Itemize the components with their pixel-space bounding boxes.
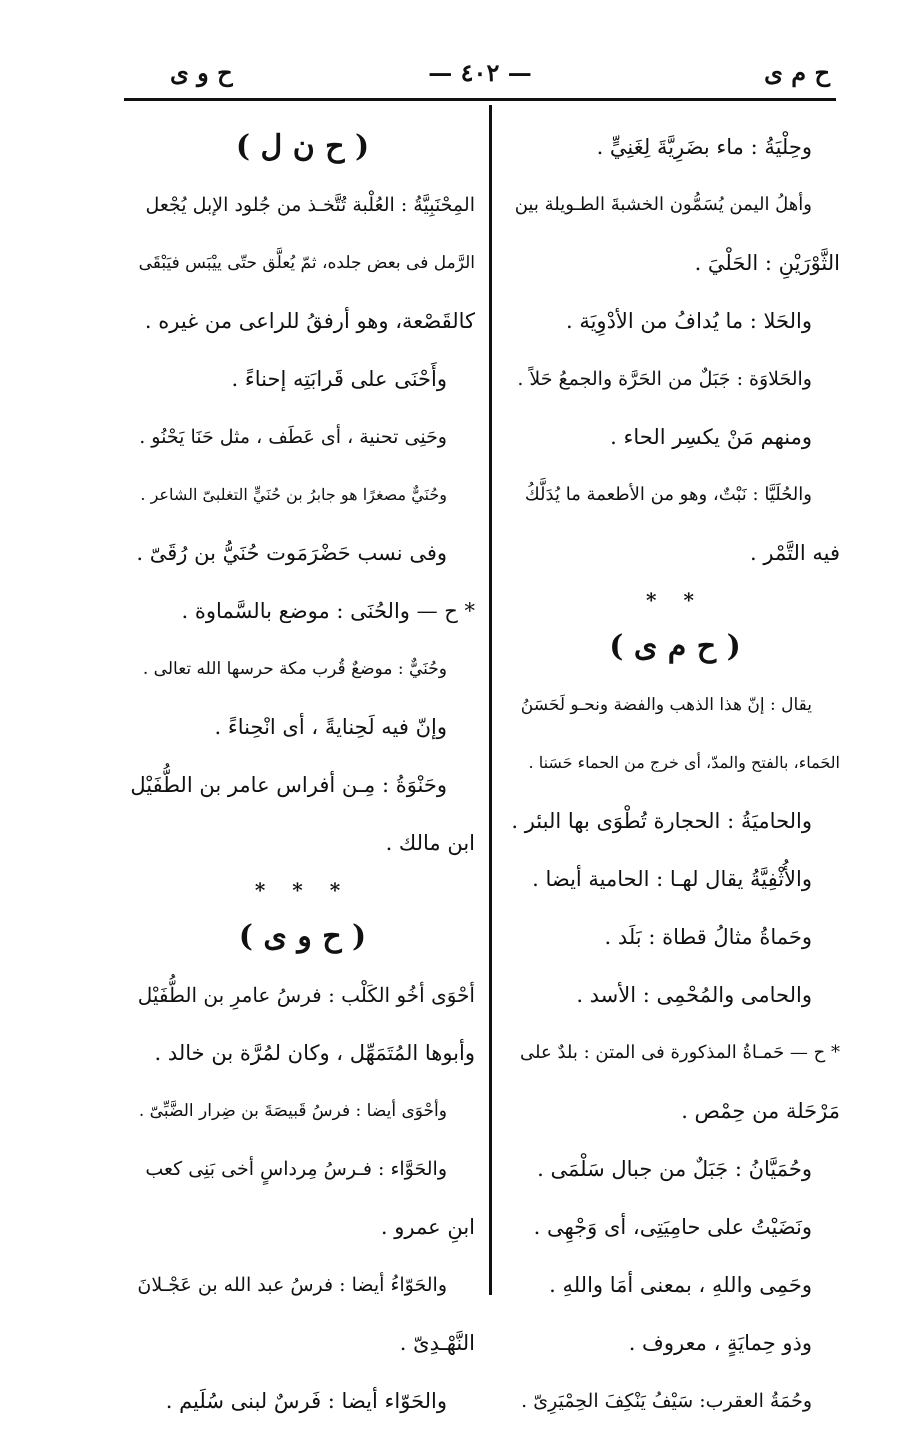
text-line: وحُمَيَّانُ : جَبَلٌ من جبال سَلْمَى . xyxy=(537,1157,812,1181)
header-rule xyxy=(124,98,836,101)
text-line: ونَضَيْتُ على حامِيَتِى، أى وَجْهِى . xyxy=(533,1215,812,1239)
left-column xyxy=(130,118,475,1430)
text-line: وأبوها المُتَمَهِّل ، وكان لمُرَّة بن خالد . xyxy=(154,1041,475,1065)
text-line: والحَوَّاء : فـرسُ مِرداسٍ أخى بَنِى كعب xyxy=(145,1158,447,1180)
header-root-left: ح و ى xyxy=(170,58,233,87)
text-line: وحُمَةُ العقرب: سَيْفُ يَنْكِفَ الحِمْيَرِىّ . xyxy=(521,1390,812,1412)
text-line: والحاميَةُ : الحجارة تُطْوَى بها البئر . xyxy=(511,809,812,833)
text-line: وفى نسب حَضْرَمَوت حُنَيُّ بن رُقَىّ . xyxy=(136,541,447,565)
text-line: كالقَصْعة، وهو أرفقُ للراعى من غيره . xyxy=(144,309,475,333)
text-line: والحَلا : ما يُدافُ من الأدْوِيَة . xyxy=(565,309,812,333)
header-root-right: ح م ى xyxy=(764,58,830,87)
text-line: وحَنِى تحنية ، أى عَطَف ، مثل حَنَا يَحْنُو . xyxy=(139,426,447,448)
text-line: وحَمِى واللهِ ، بمعنى أمَا واللهِ . xyxy=(549,1273,812,1297)
right-column xyxy=(510,118,840,1430)
text-line: والأُثْفِيَّةُ يقال لهـا : الحامية أيضا . xyxy=(532,867,812,891)
section-separator: * * * xyxy=(254,878,351,902)
text-line: * ح — والحُنَى : موضع بالسَّماوة . xyxy=(181,599,475,623)
text-line: النَّهْـدِىّ . xyxy=(399,1331,475,1355)
text-line: وحَنْوَةُ : مِـن أفراس عامر بن الطُّفَيْل xyxy=(130,773,447,797)
text-line: فيه التَّمْر . xyxy=(750,541,840,565)
section-title: ( ح و ى ) xyxy=(238,919,367,954)
text-line: والحَوّاء أيضا : فَرسٌ لبنى سُلَيم . xyxy=(165,1389,447,1413)
text-line: الرَّمل فى بعض جلده، ثمّ يُعلَّق حتّى ييْبَس فيَبْقَى xyxy=(138,253,475,273)
section-title: ( ح ن ل ) xyxy=(235,129,370,164)
text-line: وإنّ فيه لَحِنايةً ، أى انْحِناءً . xyxy=(214,715,447,739)
text-line: ابنِ عمرو . xyxy=(380,1215,475,1239)
text-line: يقال : إنّ هذا الذهب والفضة ونحـو لَحَسَنُ xyxy=(520,695,812,715)
running-header xyxy=(120,52,840,92)
text-line: الحَماء، بالفتح والمدّ، أى خرج من الحماء حَسَنا . xyxy=(528,753,840,772)
text-line: وحُنَيٌّ مصغرًا هو جابرُ بن حُنَيٍّ التغلبىّ الشاعر . xyxy=(140,485,447,504)
page-number: — ٤٠٢ — xyxy=(428,58,532,87)
text-line: وأَحْنَى على قَرابَتِه إحناءً . xyxy=(231,367,447,391)
text-line: ومنهم مَنْ يكسِر الحاء . xyxy=(610,425,812,449)
text-line: والحامى والمُحْمِى : الأسد . xyxy=(576,983,812,1007)
text-line: ابن مالك . xyxy=(385,831,475,855)
text-line: وذو حِمايَةٍ ، معروف . xyxy=(628,1331,812,1355)
text-line: مَرْحَلة من حِمْص . xyxy=(681,1099,840,1123)
section-separator: * * xyxy=(646,588,704,612)
text-line: * ح — حَمـاةُ المذكورة فى المتن : بلدٌ على xyxy=(520,1042,840,1063)
text-line: الثَّوْرَيْنِ : الحَلْيَ . xyxy=(694,251,840,275)
text-line: وأهلُ اليمن يُسَمُّون الخشبةَ الطـويلة بين xyxy=(514,194,812,215)
text-line: أحْوَى أخُو الكَلْب : فرسُ عامرِ بن الطُّفَيْل xyxy=(137,983,475,1007)
text-line: وأحْوَى أيضا : فرسُ قَبيصَةَ بن ضِرار الضَّبِّىّ . xyxy=(138,1101,447,1121)
text-line: والحَوّاءُ أيضا : فرسُ عبد الله بن عَجْـلانَ xyxy=(137,1274,447,1296)
text-line: وحَماةُ مثالُ قطاة : بَلَد . xyxy=(604,925,812,949)
text-line: المِحْنَبِيَّةُ : العُلْبة تُتَّخـذ من جُلود الإبل يُجْعل xyxy=(145,194,475,216)
section-title: ( ح م ى ) xyxy=(609,629,741,664)
text-line: وحِلْيَةُ : ماء بضَرِيَّةَ لِغَنِيٍّ . xyxy=(596,135,812,159)
column-divider xyxy=(489,105,492,1295)
text-line: والحُلَيَّا : نَبْتٌ، وهو من الأطعمة ما يُدَلَّكُ xyxy=(524,484,812,505)
text-line: والحَلاوَة : جَبَلٌ من الحَرَّة والجمعُ حَلاً . xyxy=(517,368,812,390)
text-line: وحُنَيٌّ : موضعٌ قُرب مكة حرسها الله تعالى . xyxy=(142,659,447,679)
